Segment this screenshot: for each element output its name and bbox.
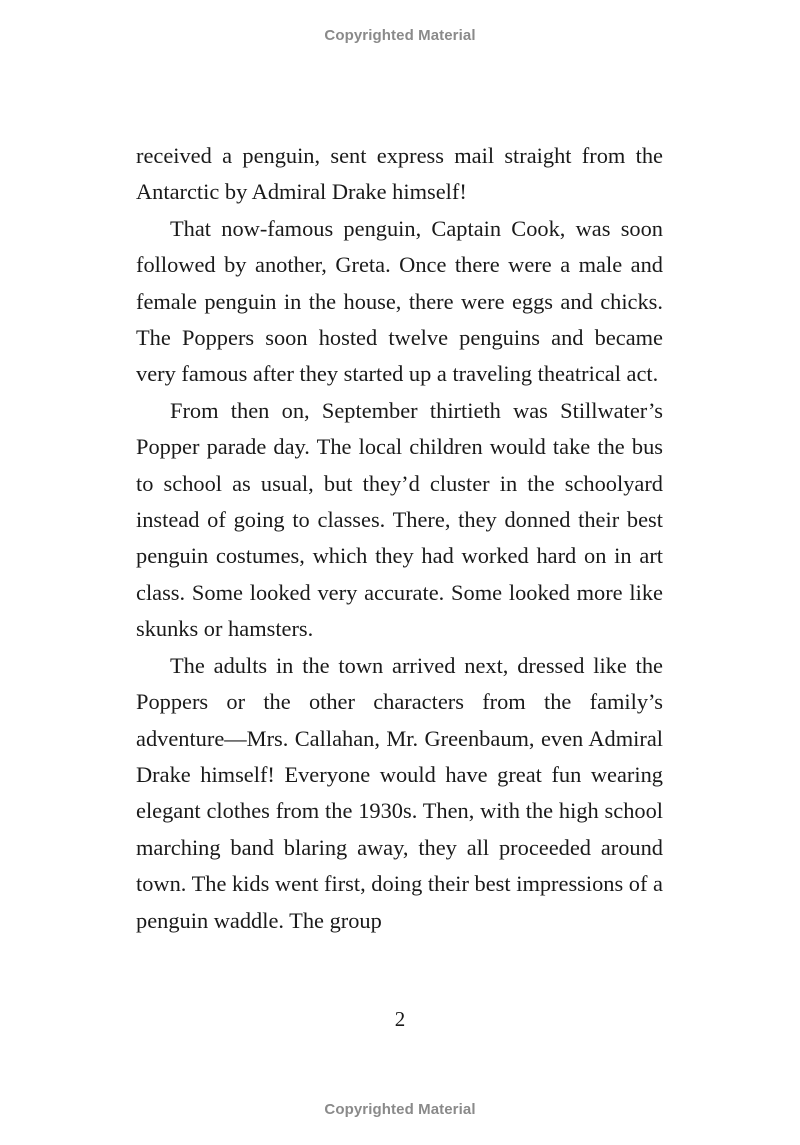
paragraph-continuation: received a penguin, sent express mail straight from the Antarctic by Admiral Drake himself! — [136, 143, 663, 205]
page-number: 2 — [394, 1007, 406, 1031]
paragraph: That now-famous penguin, Captain Cook, was soon followed by another, Greta. Once there were a male and female penguin in the house, there were eggs and chicks. The Poppers soon hosted twelve penguins and became very famous after they started up a traveling theatrical act. — [136, 215, 663, 387]
paragraph: From then on, September thirtieth was Stillwater’s Popper parade day. The local children would take the bus to school as usual, but they’d cluster in the schoolyard instead of going to classes. There, they donned their best penguin costumes, which they had worked hard on in art class. Some looked very accurate. Some looked more like skunks or hamsters. — [136, 397, 663, 642]
body-text — [136, 138, 663, 939]
paragraph: The adults in the town arrived next, dressed like the Poppers or the other characters from the family’s adventure—Mrs. Callahan, Mr. Greenbaum, even Admiral Drake himself! Everyone would have great fun wearing elegant clothes from the 1930s. Then, with the high school marching band blaring away, they all proceeded around town. The kids went first, doing their best impressions of a penguin waddle. The group — [136, 652, 663, 933]
copyright-watermark-top: Copyrighted Material — [324, 27, 476, 44]
copyright-watermark-bottom: Copyrighted Material — [324, 1101, 476, 1118]
